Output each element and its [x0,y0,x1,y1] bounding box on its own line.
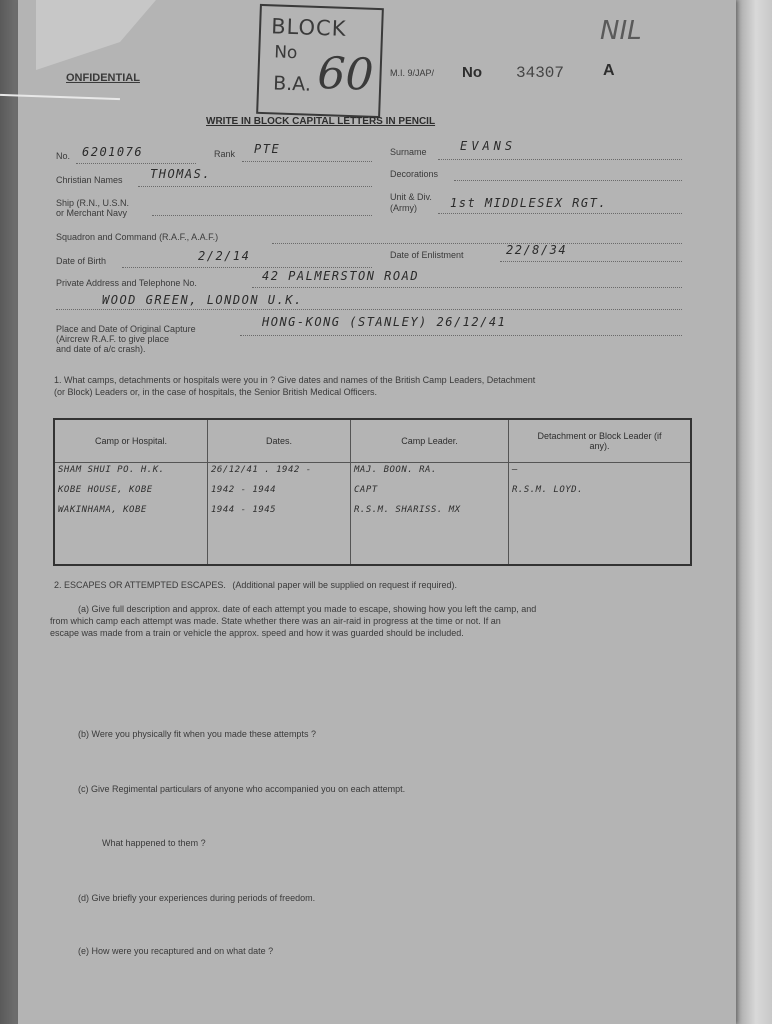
cell-detachment: R.S.M. LOYD. [509,483,692,503]
unit-value: 1st MIDDLESEX RGT. [450,196,608,210]
question-2d: (d) Give briefly your experiences during periods of freedom. [78,893,316,903]
ship-label-line2: or Merchant Navy [56,208,128,218]
header-detachment-leader: Detachment or Block Leader (if any). [509,419,692,463]
surname-label: Surname [390,147,427,157]
enlistment-label: Date of Enlistment [390,250,464,260]
nil-annotation: NIL [600,16,642,46]
question-2c: (c) Give Regimental particulars of anyone who accompanied you on each attempt. [78,784,406,794]
capture-label-line3: and date of a/c crash). [56,344,146,354]
serial-number: 34307 [516,64,565,82]
address-line2: WOOD GREEN, LONDON U.K. [102,293,303,307]
no-label-field: No. [56,151,71,161]
cell-leader: MAJ. BOON. RA. [351,463,509,484]
squadron-label: Squadron and Command (R.A.F., A.A.F.) [56,232,219,242]
cell-detachment [509,503,692,523]
serial-suffix: A [603,62,615,79]
rank-label: Rank [214,149,236,159]
table-row [54,463,691,484]
question-2a-line3: escape was made from a train or vehicle the approx. speed and how it was guarded should be included. [50,628,464,638]
cell-camp: SHAM SHUI PO. H.K. [54,463,208,484]
cell-camp: KOBE HOUSE, KOBE [54,483,208,503]
question-2-title-row [54,579,457,591]
cell-camp: WAKINHAMA, KOBE [54,503,208,523]
form-page [18,0,736,1024]
cell-dates: 1942 - 1944 [208,483,351,503]
stamp-line1: BLOCK [270,14,347,41]
dob-label: Date of Birth [56,256,107,266]
question-2c-followup: What happened to them ? [102,838,206,848]
ref-code: M.I. 9/JAP/ [390,68,435,78]
question-2a-line2: from which camp each attempt was made. State whether there was an air-raid in progress at the time or not. If an [50,616,501,626]
header-dates: Dates. [208,419,351,463]
question-1 [54,374,535,398]
unit-label-line2: (Army) [390,203,417,213]
surname-value: EVANS [460,139,517,153]
address-line1: 42 PALMERSTON ROAD [262,269,420,283]
unit-label [390,192,432,214]
ship-label-line1: Ship (R.N., U.S.N. [56,198,130,208]
cell-detachment: — [509,463,692,484]
christian-names-label: Christian Names [56,175,123,185]
table-row-empty [54,523,691,565]
decorations-label: Decorations [390,169,439,179]
ship-label [56,198,129,218]
header-camp: Camp or Hospital. [54,419,208,463]
stamp-line3: B.A. [272,72,312,96]
question-1-line2: (or Block) Leaders or, in the case of hospitals, the Senior British Medical Officers. [54,387,377,397]
question-1-line1: 1. What camps, detachments or hospitals were you in ? Give dates and names of the British Camp Leaders, Detachment [54,375,536,385]
cell-dates: 1944 - 1945 [208,503,351,523]
stamp-number: 60 [316,47,375,101]
rank-value: PTE [254,142,281,156]
question-2e: (e) How were you recaptured and on what date ? [78,946,274,956]
christian-names-value: THOMAS. [150,167,212,181]
table-row [54,483,691,503]
capture-label-line2: (Aircrew R.A.F. to give place [56,334,170,344]
question-2a-line1: (a) Give full description and approx. date of each attempt you made to escape, showing how you left the camp, and [78,604,537,614]
no-label: No [462,64,482,81]
cell-dates: 26/12/41 . 1942 - [208,463,351,484]
block-stamp [256,4,384,118]
service-number-value: 6201076 [82,145,144,159]
dob-value: 2/2/14 [198,249,251,263]
cell-leader: R.S.M. SHARISS. MX [351,503,509,523]
unit-label-line1: Unit & Div. [390,192,432,202]
cell-leader: CAPT [351,483,509,503]
question-2-title: 2. ESCAPES OR ATTEMPTED ESCAPES. [54,580,226,590]
capture-value: HONG-KONG (STANLEY) 26/12/41 [262,315,507,329]
confidential-label: ONFIDENTIAL [66,72,140,84]
table-row [54,503,691,523]
question-2b: (b) Were you physically fit when you made these attempts ? [78,729,316,739]
background-right [732,0,772,1024]
torn-corner [36,0,156,70]
question-2a [50,603,536,639]
capture-label-line1: Place and Date of Original Capture [56,324,196,334]
camps-table [53,418,692,566]
camps-table-header [54,419,691,463]
address-label: Private Address and Telephone No. [56,278,197,288]
instruction-heading: WRITE IN BLOCK CAPITAL LETTERS IN PENCIL [206,116,436,127]
header-camp-leader: Camp Leader. [351,419,509,463]
stamp-line2: No [273,42,298,64]
capture-label [56,324,196,354]
question-2-note: (Additional paper will be supplied on request if required). [232,580,458,590]
enlistment-value: 22/8/34 [506,243,568,257]
